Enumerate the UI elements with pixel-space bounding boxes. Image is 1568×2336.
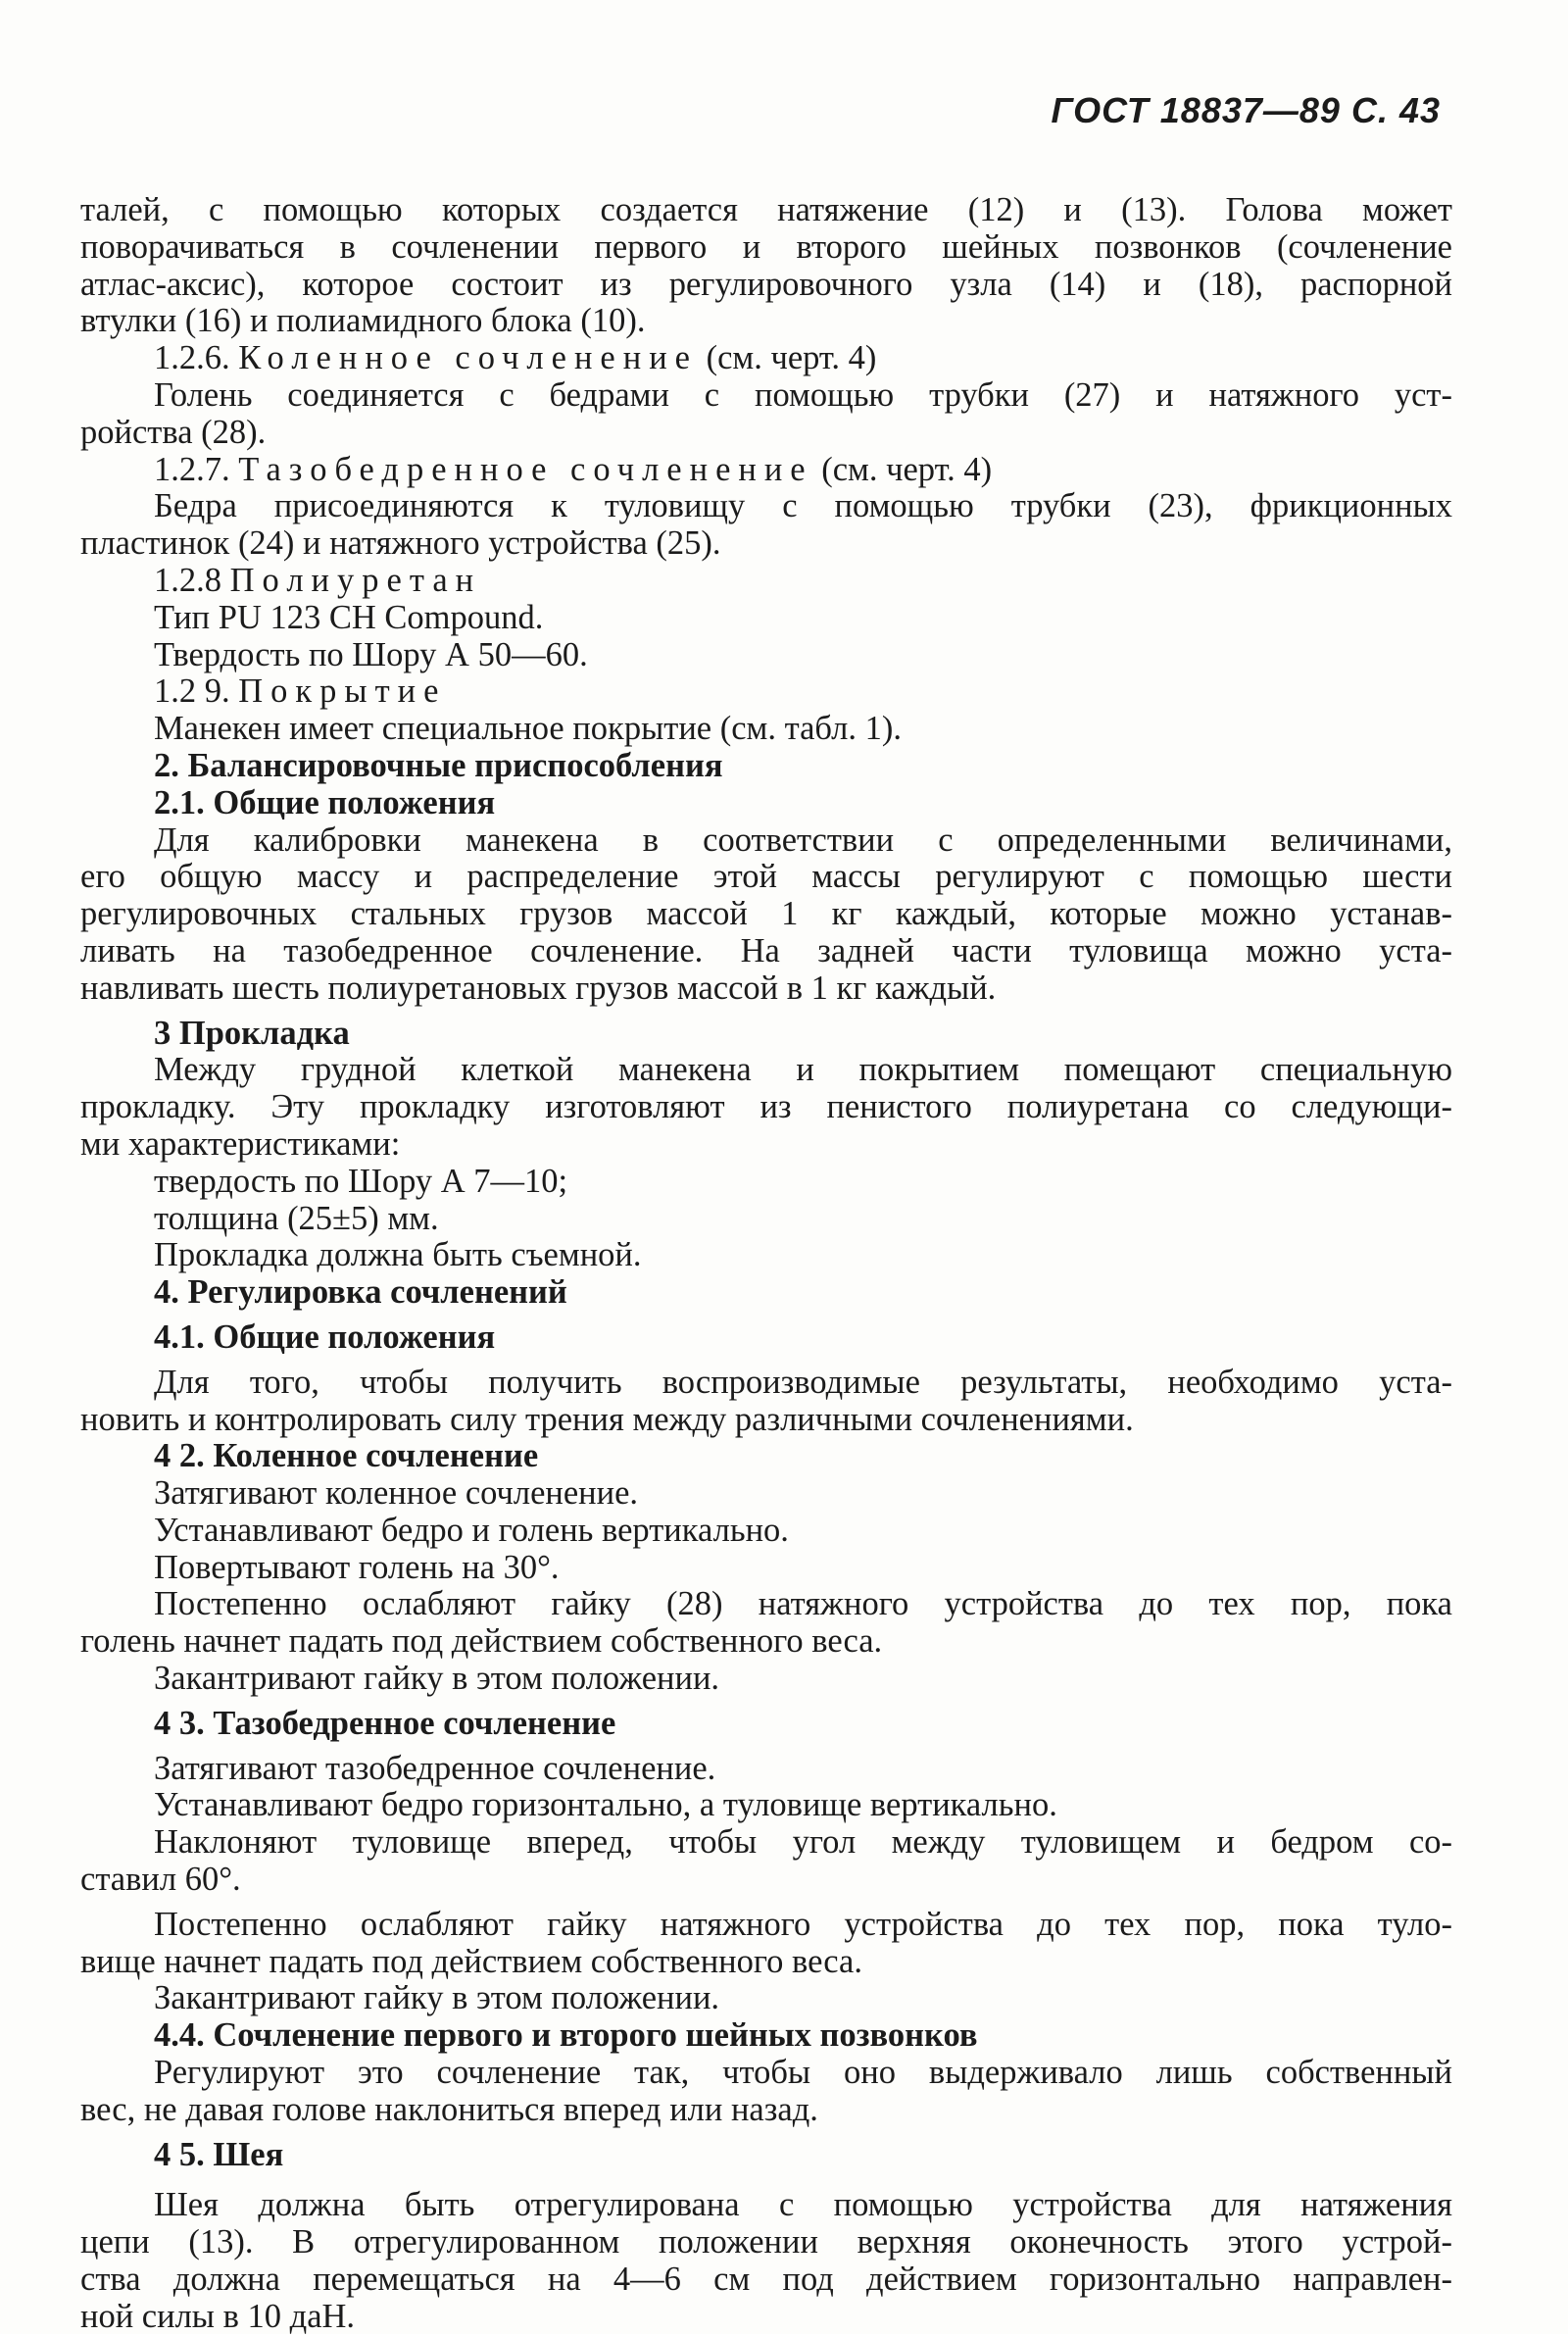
text-line: Бедра присоединяются к туловищу с помощью трубки (23), фрикционных	[154, 488, 1452, 525]
section-heading-4-1: 4.1. Общие положения	[154, 1317, 496, 1356]
text-line: ставил 60°.	[80, 1861, 241, 1899]
text-line: вес, не давая голове наклониться вперед или назад.	[80, 2090, 818, 2128]
text-line: Постепенно ослабляют гайку (28) натяжного устройства до тех пор, пока	[154, 1586, 1452, 1623]
text-line: его общую массу и распределение этой массы регулируют с помощью шести	[80, 859, 1452, 896]
text-line: Затягивают тазобедренное сочленение.	[154, 1749, 716, 1787]
text-line: Повертывают голень на 30°.	[154, 1548, 560, 1586]
section-heading-1-2-9: 1.2 9. Покрытие	[154, 672, 447, 711]
text-line: Постепенно ослабляют гайку натяжного устройства до тех пор, пока туло-	[154, 1906, 1452, 1943]
section-heading-3: 3 Прокладка	[154, 1014, 350, 1052]
text-line: Для калибровки манекена в соответствии с определенными величинами,	[154, 821, 1452, 859]
text-line: цепи (13). В отрегулированном положении верхняя оконечность этого устрой-	[80, 2224, 1452, 2261]
text-line: Устанавливают бедро горизонтально, а туловище вертикально.	[154, 1786, 1057, 1824]
document-body	[80, 192, 1452, 2336]
text-line: ливать на тазобедренное сочленение. На задней части туловища можно уста-	[80, 932, 1452, 969]
text-line: Закантривают гайку в этом положении.	[154, 1979, 720, 2017]
text-line: Закантривают гайку в этом положении.	[154, 1660, 720, 1698]
text-line: вище начнет падать под действием собственного веса.	[80, 1942, 862, 1980]
section-heading-1-2-7: 1.2.7. Тазобедренное сочленение (см. черт. 4)	[154, 450, 993, 488]
text-line: регулировочных стальных грузов массой 1 кг каждый, которые можно устанав-	[80, 896, 1452, 933]
text-line: толщина (25±5) мм.	[154, 1199, 439, 1237]
text-line: пластинок (24) и натяжного устройства (25).	[80, 524, 721, 563]
section-heading-4-2: 4 2. Коленное сочленение	[154, 1437, 539, 1475]
section-heading-1-2-6: 1.2.6. Коленное сочленение (см. черт. 4)	[154, 339, 877, 377]
text-line: Регулируют это сочленение так, чтобы оно выдерживало лишь собственный	[154, 2055, 1452, 2092]
text-line: Затягивают коленное сочленение.	[154, 1474, 639, 1513]
text-line: атлас-аксис), которое состоит из регулировочного узла (14) и (18), распорной	[80, 266, 1452, 303]
text-line: Тип PU 123 CH Compound.	[154, 598, 544, 636]
section-heading-4-4: 4.4. Сочленение первого и второго шейных позвонков	[154, 2016, 978, 2055]
section-heading-4: 4. Регулировка сочленений	[154, 1273, 567, 1312]
text-line: Прокладка должна быть съемной.	[154, 1236, 642, 1274]
text-line: ства должна перемещаться на 4—6 см под действием горизонтально направлен-	[80, 2261, 1452, 2299]
text-line: ной силы в 10 даН.	[80, 2297, 356, 2335]
text-line: Наклоняют туловище вперед, чтобы угол между туловищем и бедром со-	[154, 1824, 1452, 1862]
text-line: Голень соединяется с бедрами с помощью трубки (27) и натяжного уст-	[154, 376, 1452, 414]
page-header: ГОСТ 18837—89 С. 43	[1051, 90, 1441, 130]
section-heading-1-2-8: 1.2.8 Полиуретан	[154, 561, 482, 599]
text-line: Между грудной клеткой манекена и покрытием помещают специальную	[154, 1052, 1452, 1089]
text-line: новить и контролировать силу трения между различными сочленениями.	[80, 1400, 1134, 1438]
section-heading-2-1: 2.1. Общие положения	[154, 783, 496, 821]
text-line: Для того, чтобы получить воспроизводимые результаты, необходимо уста-	[154, 1364, 1452, 1401]
text-line: прокладку. Эту прокладку изготовляют из пенистого полиуретана со следующи-	[80, 1089, 1452, 1126]
text-line: голень начнет падать под действием собственного веса.	[80, 1622, 883, 1661]
text-line: Манекен имеет специальное покрытие (см. табл. 1).	[154, 710, 902, 748]
text-line: ройства (28).	[80, 413, 267, 451]
section-heading-2: 2. Балансировочные приспособления	[154, 746, 723, 784]
text-line: навливать шесть полиуретановых грузов массой в 1 кг каждый.	[80, 969, 997, 1007]
text-line: втулки (16) и полиамидного блока (10).	[80, 302, 646, 340]
text-line: твердость по Шору А 7—10;	[154, 1162, 568, 1200]
text-line: талей, с помощью которых создается натяжение (12) и (13). Голова может	[80, 192, 1452, 228]
text-line: ми характеристиками:	[80, 1124, 401, 1163]
text-line: Шея должна быть отрегулирована с помощью устройства для натяжения	[154, 2187, 1452, 2224]
text-line: Твердость по Шору А 50—60.	[154, 635, 588, 673]
section-heading-4-5: 4 5. Шея	[154, 2135, 284, 2173]
text-line: Устанавливают бедро и голень вертикально.	[154, 1511, 789, 1549]
text-line: поворачиваться в сочленении первого и второго шейных позвонков (сочленение	[80, 228, 1452, 266]
section-heading-4-3: 4 3. Тазобедренное сочленение	[154, 1704, 616, 1742]
